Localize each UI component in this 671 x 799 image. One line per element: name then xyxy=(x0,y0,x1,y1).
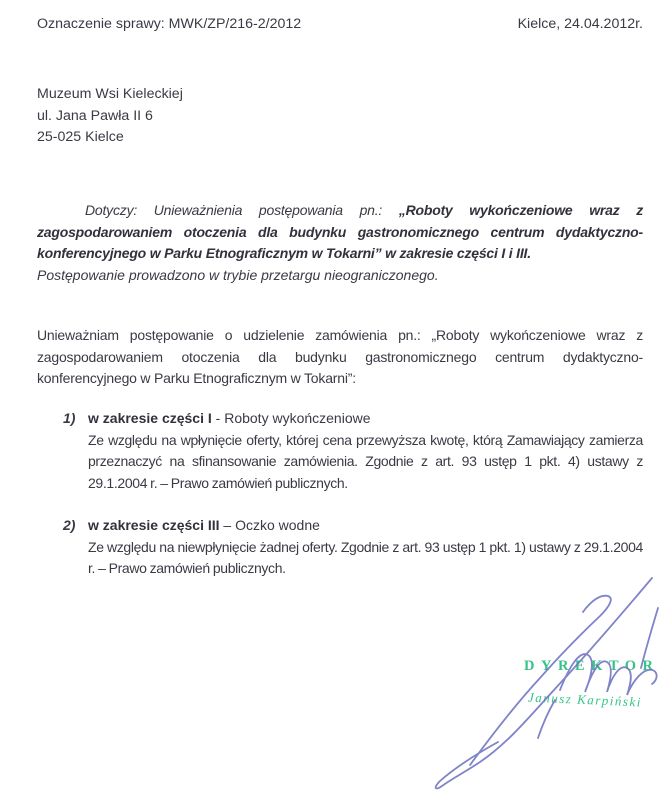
item-title-rest: – Oczko wodne xyxy=(219,517,320,533)
signature-ink xyxy=(400,560,671,799)
director-stamp-name: Janusz Karpiński xyxy=(527,689,643,710)
sender-street: ul. Jana Pawła II 6 xyxy=(37,107,153,124)
item-content xyxy=(88,408,643,494)
item-justification: Ze względu na niewpłynięcie żadnej oferty. Zgodnie z art. 93 ustęp 1 pkt. 1) ustawy z 29.1.2004 r. – Prawo zamówień publicznych. xyxy=(88,538,643,576)
annulment-items-list xyxy=(37,408,643,580)
item-title-bold: w zakresie części I xyxy=(88,410,212,426)
subject-block xyxy=(37,200,643,286)
item-title xyxy=(88,408,643,430)
annulment-statement: Unieważniam postępowanie o udzielenie zamówienia pn.: „Roboty wykończeniowe wraz z zagospodarowaniem otoczenia dla budynku gastronomicznego centrum dydaktyczno-konferencyjnego w Parku Etnograficznym w Tokarni”: xyxy=(37,327,643,386)
director-stamp-title: DYREKTOR xyxy=(524,658,660,674)
item-title xyxy=(88,515,643,537)
case-reference: Oznaczenie sprawy: MWK/ZP/216-2/2012 xyxy=(37,16,302,32)
signature-block xyxy=(400,560,671,799)
subject-normal-text: Unieważnienia postępowania pn.: xyxy=(137,202,399,218)
item-number: 1) xyxy=(63,410,76,426)
sender-city: 25-025 Kielce xyxy=(37,129,124,145)
item-number: 2) xyxy=(63,517,76,533)
item-justification: Ze względu na wpłynięcie oferty, której cena przewyższa kwotę, którą Zamawiający zamierza przeznaczyć na sfinansowanie zamówienia. Zgodnie z art. 93 ustęp 1 pkt. 4) ustawy z 29.1.2004 r. – Prawo zamówień publicznych. xyxy=(88,431,643,491)
subject-prefix: Dotyczy: xyxy=(85,202,138,218)
item-title-rest: - Roboty wykończeniowe xyxy=(211,410,371,426)
place-and-date: Kielce, 24.04.2012r. xyxy=(517,16,643,32)
sender-name: Muzeum Wsi Kieleckiej xyxy=(37,86,183,102)
list-item xyxy=(37,408,643,494)
subject-bold-text: „Roboty wykończeniowe wraz z zagospodarowaniem otoczenia dla budynku gastronomicznego centrum dydaktyczno-konferencyjnego w Parku Etnograficznym w Tokarni” w zakresie części I i III. xyxy=(37,202,643,261)
sender-address-block xyxy=(37,84,643,149)
document-header xyxy=(37,16,643,32)
subject-paragraph xyxy=(37,200,643,265)
item-title-bold: w zakresie części III xyxy=(88,517,220,533)
procedure-mode-note: Postępowanie prowadzono w trybie przetargu nieograniczonego. xyxy=(37,266,439,283)
